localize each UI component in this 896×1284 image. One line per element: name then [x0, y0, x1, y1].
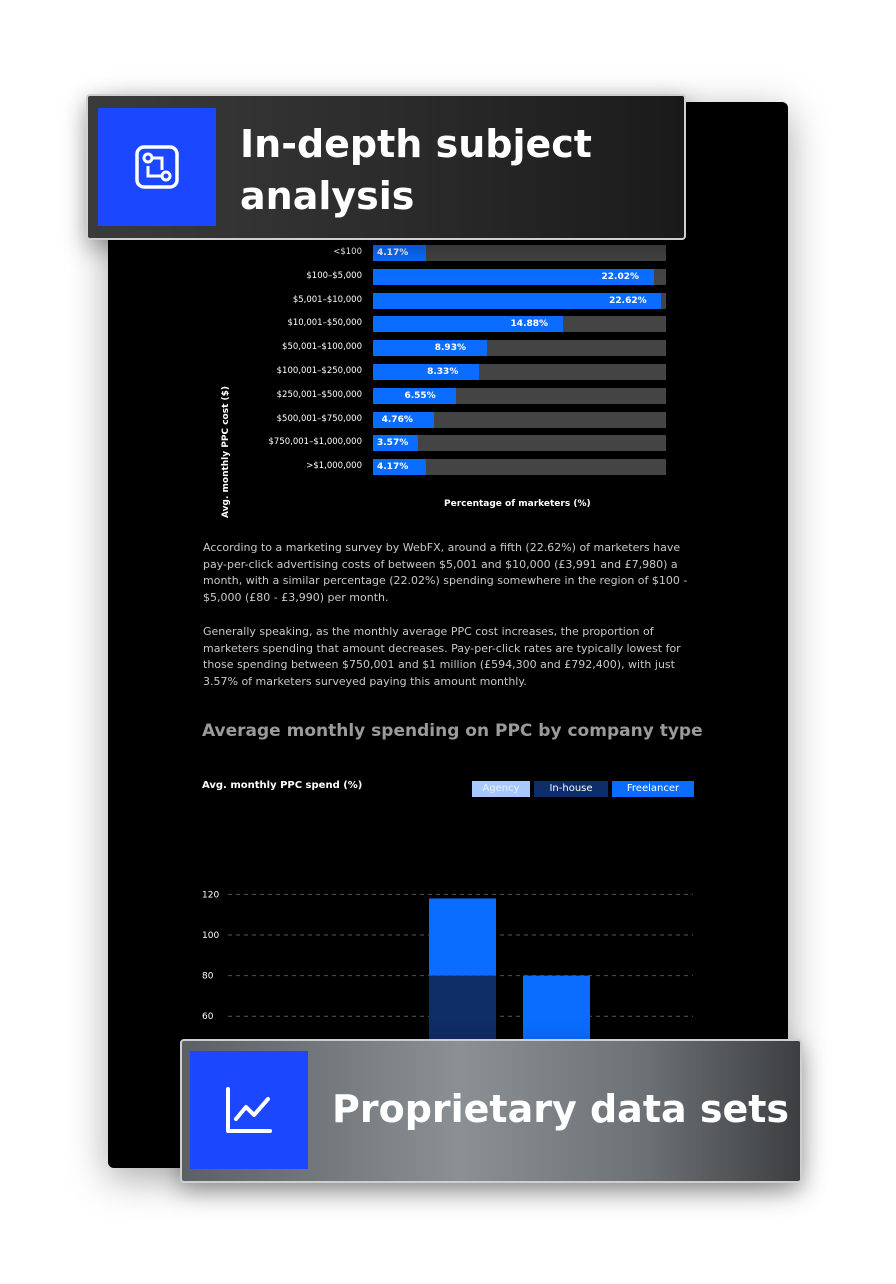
bar-value-label: 6.55%: [404, 390, 436, 401]
category-label: $50,001–$100,000: [282, 342, 362, 353]
bar-value-label: 8.93%: [434, 343, 466, 354]
legend-inhouse: In-house: [534, 781, 608, 797]
feature-badge-data: [180, 1039, 802, 1183]
line-chart-icon: [190, 1051, 308, 1169]
y-tick-label: 120: [202, 890, 220, 901]
bar-track: [373, 269, 666, 285]
chart-title: Avg. monthly PPC spend (%): [202, 780, 363, 791]
category-label: $5,001–$10,000: [292, 294, 362, 305]
bar-value-label: 4.17%: [377, 462, 409, 473]
stacked-bar-segment: [429, 898, 496, 975]
bar-track: [373, 293, 666, 309]
category-label: $100–$5,000: [306, 270, 362, 281]
stacked-bar-segment: [523, 976, 590, 1043]
bar-value-label: 14.88%: [510, 319, 549, 330]
bar-value-label: 8.33%: [427, 367, 459, 377]
category-label: $100,001–$250,000: [276, 366, 362, 376]
bar-value-label: 4.17%: [377, 248, 409, 258]
legend-freelancer: Freelancer: [612, 781, 694, 797]
section-title: Average monthly spending on PPC by company type: [202, 721, 703, 741]
paragraph-1: According to a marketing survey by WebFX, around a fifth (22.62%) of marketers have pay-per-click advertising costs of between $5,001 and $10,000 (£3,991 and £7,980) a month, with a similar percentage (22.02%) spending somewhere in the region of $100 - $5,000 (£80 - £3,990) per month.: [203, 541, 688, 605]
bar-track: [373, 388, 666, 404]
category-label: >$1,000,000: [306, 461, 362, 472]
feature-badge-analysis: [86, 94, 686, 240]
bar-track: [373, 412, 666, 428]
category-label: $250,001–$500,000: [276, 389, 362, 400]
category-label: $500,001–$750,000: [276, 413, 362, 424]
category-label: $750,001–$1,000,000: [268, 437, 362, 448]
category-label: $10,001–$50,000: [287, 318, 362, 329]
bar-value-label: 22.02%: [601, 271, 640, 282]
y-tick-label: 80: [202, 971, 214, 982]
y-tick-label: 100: [202, 931, 220, 941]
content-panel: [108, 102, 788, 1168]
bar-value-label: 4.76%: [381, 414, 413, 425]
category-label: <$100: [333, 247, 362, 257]
badge-title-data: Proprietary data sets: [332, 1087, 790, 1131]
bar: [373, 364, 479, 380]
badge-title: In-depth subject analysis: [240, 122, 592, 218]
bar-value-label: 22.62%: [609, 295, 647, 306]
bar-track: [373, 364, 666, 380]
bar-track: [373, 340, 666, 356]
legend-agency: Agency: [472, 781, 530, 797]
bar-track: [373, 245, 666, 261]
x-axis-label: Percentage of marketers (%): [444, 499, 591, 509]
bar-value-label: 3.57%: [377, 438, 409, 449]
bar: [373, 340, 487, 356]
circuit-icon: [98, 108, 216, 226]
bar-track: [373, 459, 666, 475]
paragraph-2: Generally speaking, as the monthly average PPC cost increases, the proportion of marketers spending that amount decreases. Pay-per-click rates are typically lowest for those spending between $750,001 and $1 million (£594,300 and £792,400), with just 3.57% of marketers surveyed paying this amount monthly.: [203, 625, 681, 689]
bar-track: [373, 316, 666, 332]
bar-track: [373, 435, 666, 451]
y-tick-label: 60: [202, 1012, 214, 1023]
y-axis-label: Avg. monthly PPC cost ($): [221, 386, 231, 518]
